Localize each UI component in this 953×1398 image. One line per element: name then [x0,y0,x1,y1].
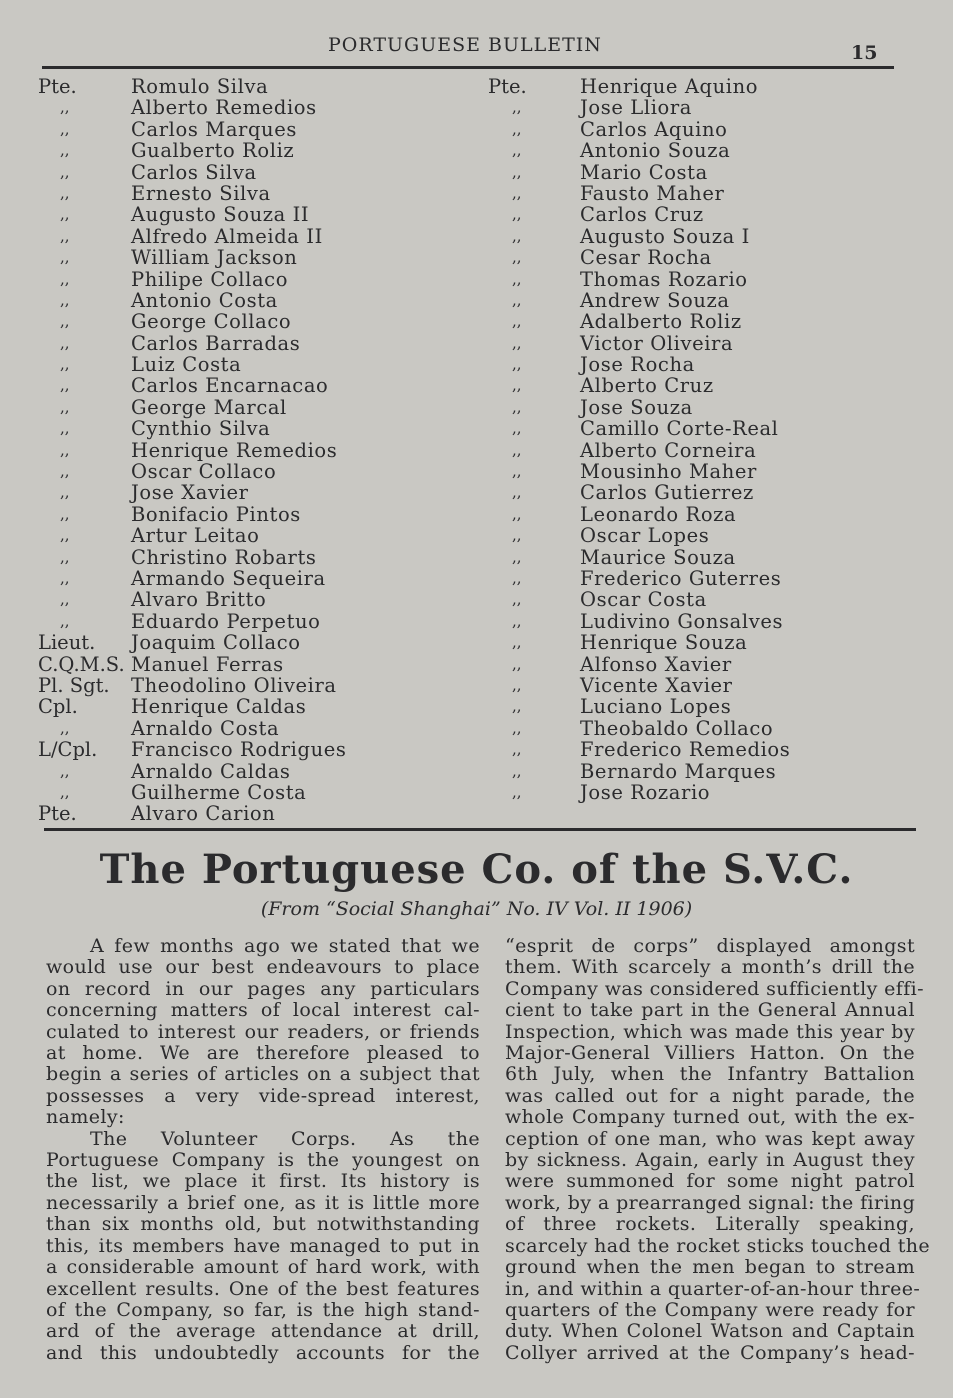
roster-name: Jose Rozario [580,780,711,804]
article-text-line: cient to take part in the General Annual [505,999,915,1022]
roster-rank: ,, [512,205,522,224]
roster-rank: ,, [60,782,70,801]
roster-rank: ,, [60,718,70,737]
article-text-line: Collyer arrived at the Company’s head- [505,1341,915,1364]
roster-name: Gualberto Roliz [131,139,295,163]
roster-name: Luciano Lopes [580,695,732,719]
article-text-line: by sickness. Again, early in August they [505,1149,915,1172]
roster-rank: ,, [512,119,522,138]
article-text-line: 6th July, when the Infantry Battalion [505,1063,915,1086]
roster-rank: ,, [512,633,522,652]
roster-name: Vicente Xavier [580,673,733,697]
roster-name: Mario Costa [580,160,708,184]
roster-name: Christino Robarts [131,545,317,569]
roster-name: Carlos Encarnacao [131,374,329,398]
roster-rank: Pl. Sgt. [38,673,110,697]
roster-name: Armando Sequeira [131,566,326,590]
roster-name: William Jackson [131,246,298,270]
roster-name: Artur Leitao [131,524,260,548]
roster-rank: ,, [60,397,70,416]
article-text-line: concerning matters of local interest cal- [46,999,480,1022]
running-header: PORTUGUESE BULLETIN [328,34,602,56]
roster-rank: ,, [60,226,70,245]
roster-rank: ,, [60,376,70,395]
roster-rank: ,, [512,440,522,459]
roster-rank: ,, [512,226,522,245]
article-text-line: Company was considered sufficiently effi- [505,977,924,1000]
roster-rank: ,, [512,248,522,267]
roster-rank: ,, [60,119,70,138]
article-text-line: ard of the average attendance at drill, [46,1320,480,1343]
roster-rank: ,, [60,333,70,352]
roster-name: Adalberto Roliz [580,310,742,334]
roster-rank: ,, [512,162,522,181]
roster-rank: ,, [512,504,522,523]
article-text-line: of three rockets. Literally speaking, [505,1213,915,1236]
roster-name: Joaquim Collaco [131,631,301,655]
roster-rank: ,, [512,590,522,609]
roster-name: Alfonso Xavier [580,652,732,676]
article-text-line: them. With scarcely a month’s drill the [505,956,915,979]
roster-rank: ,, [60,483,70,502]
roster-name: Ludivino Gonsalves [580,609,784,633]
roster-name: Jose Souza [580,395,693,419]
roster-name: Henrique Caldas [131,695,307,719]
article-text-line: begin a series of articles on a subject that [46,1063,480,1086]
roster-name: Alvaro Carion [131,802,276,826]
roster-name: Jose Lliora [580,96,693,120]
roster-rank: ,, [512,611,522,630]
roster-name: Maurice Souza [580,545,736,569]
roster-name: Oscar Costa [580,588,707,612]
roster-rank: ,, [60,183,70,202]
roster-name: Antonio Costa [131,288,278,312]
roster-name: Bernardo Marques [580,759,777,783]
article-text-line: work, by a prearranged signal: the firing [505,1191,916,1214]
roster-rank: ,, [512,782,522,801]
roster-rank: ,, [512,547,522,566]
roster-rank: ,, [512,376,522,395]
roster-name: Oscar Lopes [580,524,710,548]
roster-rank: ,, [512,98,522,117]
roster-name: Eduardo Perpetuo [131,609,321,633]
article-text-line: whole Company turned out, with the ex- [505,1106,915,1129]
article-text-line: would use our best endeavours to place [46,956,480,979]
header-rule [42,66,894,69]
roster-name: Bonifacio Pintos [131,502,301,526]
roster-rank: ,, [60,290,70,309]
roster-name: Henrique Souza [580,631,748,655]
roster-rank: ,, [512,675,522,694]
roster-rank: ,, [60,98,70,117]
article-text-line: duty. When Colonel Watson and Captain [505,1320,915,1343]
roster-name: Romulo Silva [131,75,269,98]
roster-name: George Marcal [131,395,287,419]
article-text-line: scarcely had the rocket sticks touched the [505,1234,931,1257]
roster-name: Guilherme Costa [131,780,307,804]
article-text-line: the list, we place it first. Its history is [46,1170,480,1193]
roster-name: Cynthio Silva [131,417,271,441]
page-number: 15 [851,42,878,64]
roster-rank: ,, [60,355,70,374]
roster-name: Arnaldo Caldas [131,759,291,783]
roster-name: Luiz Costa [131,353,242,377]
roster-rank: ,, [60,312,70,331]
roster-name: Camillo Corte-Real [580,417,779,441]
article-text-line: quarters of the Company were ready for [505,1298,915,1321]
roster-rank: ,, [60,162,70,181]
roster-name: Francisco Rodrigues [131,738,347,762]
roster-name: Manuel Ferras [131,652,284,676]
roster-rank: ,, [60,547,70,566]
roster-name: Alvaro Britto [131,588,267,612]
roster-name: Oscar Collaco [131,460,277,484]
article-text-line: in, and within a quarter-of-an-hour three- [505,1277,921,1300]
roster-name: Carlos Cruz [580,203,704,227]
article-right-column [505,935,931,1364]
roster-rank: ,, [60,568,70,587]
roster-name: Fausto Maher [580,181,725,205]
roster-rank: ,, [60,590,70,609]
roster-name: George Collaco [131,310,292,334]
roster-rank: ,, [60,205,70,224]
roster-name: Cesar Rocha [580,246,712,270]
roster-rank: ,, [60,269,70,288]
roster-rank: ,, [512,419,522,438]
roster-rank: ,, [512,290,522,309]
roster-rank: C.Q.M.S. [38,652,125,676]
section-divider [44,828,916,831]
article-text-line: was called out for a night parade, the [505,1084,915,1107]
roster-rank: ,, [60,141,70,160]
roster-name: Carlos Marques [131,117,297,141]
roster-name: Thomas Rozario [580,267,748,291]
roster-name: Frederico Guterres [580,566,782,590]
roster-name: Alberto Corneira [580,438,757,462]
roster-rank: ,, [512,141,522,160]
roster-name: Augusto Souza II [131,203,310,227]
roster-rank: Cpl. [38,695,78,719]
roster-name: Jose Rocha [580,353,695,377]
article-text-line: and this undoubtedly accounts for the [46,1341,480,1364]
roster-rank: ,, [60,761,70,780]
roster-name: Alberto Cruz [580,374,714,398]
roster-rank: ,, [60,419,70,438]
roster-name: Theodolino Oliveira [131,673,337,697]
roster-rank: ,, [512,397,522,416]
roster-rank: ,, [512,462,522,481]
article-text-line: ground when the men began to stream [505,1256,915,1279]
roster-name: Victor Oliveira [580,331,734,355]
roster-rank: ,, [60,462,70,481]
article-text-line: ception of one man, who was kept away [505,1127,915,1150]
article-text-line: than six months old, but notwithstanding [46,1213,480,1236]
roster-rank: ,, [512,654,522,673]
roster-rank: ,, [512,740,522,759]
roster-rank: ,, [60,440,70,459]
article-source: (From “Social Shanghai” No. IV Vol. II 1906) [260,898,693,920]
article-text-line: at home. We are therefore pleased to [46,1042,480,1065]
roster-name: Ernesto Silva [131,181,271,205]
roster-name: Carlos Aquino [580,117,728,141]
article-title: The Portuguese Co. of the S.V.C. [99,846,854,893]
article-text-line: possesses a very vide-spread interest, [46,1084,480,1107]
roster-rank: ,, [512,269,522,288]
roster-rank: ,, [60,248,70,267]
article-text-line: excellent results. One of the best features [46,1277,480,1300]
roster-rank: Pte. [38,75,77,98]
roster-rank: Pte. [488,75,527,98]
article-text-line: culated to interest our readers, or friends [46,1020,480,1043]
roster-name: Antonio Souza [580,139,731,163]
roster-name: Augusto Souza I [580,224,750,248]
article-text-line: The Volunteer Corps. As the [90,1127,480,1150]
roster-name: Frederico Remedios [580,738,791,762]
article-text-line: Portuguese Company is the youngest on [46,1149,480,1172]
roster-name: Arnaldo Costa [131,716,280,740]
article-text-line: of the Company, so far, is the high stand- [46,1298,480,1321]
roster-name: Henrique Remedios [131,438,338,462]
article-text-line: were summoned for some night patrol [505,1170,915,1193]
roster-rank: L/Cpl. [38,738,98,762]
roster-name: Philipe Collaco [131,267,289,291]
article-text-line: namely: [46,1106,125,1129]
article-text-line: a considerable amount of hard work, with [46,1256,480,1279]
roster-rank: Pte. [38,802,77,826]
roster-rank: ,, [512,761,522,780]
article-text-line: Major-General Villiers Hatton. On the [505,1042,915,1065]
roster-rank: Lieut. [38,631,96,655]
article-text-line: necessarily a brief one, as it is little more [46,1191,480,1214]
roster-rank: ,, [60,504,70,523]
roster-name: Leonardo Roza [580,502,737,526]
roster-name: Carlos Barradas [131,331,301,355]
roster-name: Theobaldo Collaco [580,716,774,740]
roster-rank: ,, [512,568,522,587]
roster-name: Henrique Aquino [580,75,759,98]
article-text-line: “esprit de corps” displayed amongst [505,935,915,957]
roster-rank: ,, [512,333,522,352]
article-text-line: A few months ago we stated that we [90,935,480,957]
roster-name: Alfredo Almeida II [131,224,323,248]
article-text-line: this, its members have managed to put in [46,1234,480,1257]
roster-rank: ,, [512,526,522,545]
roster-name: Mousinho Maher [580,460,757,484]
roster-rank: ,, [512,355,522,374]
roster-rank: ,, [512,183,522,202]
article-text-line: on record in our pages any particulars [46,977,480,1000]
roster-name: Andrew Souza [580,288,730,312]
roster-rank: ,, [512,697,522,716]
article-text-line: Inspection, which was made this year by [505,1020,915,1043]
roster-rank: ,, [60,611,70,630]
roster-name: Carlos Gutierrez [580,481,754,505]
roster-name: Jose Xavier [131,481,249,505]
roster-rank: ,, [512,483,522,502]
article-left-column [46,936,480,1364]
roster-name: Alberto Remedios [131,96,317,120]
roster-rank: ,, [60,526,70,545]
roster-name: Carlos Silva [131,160,257,184]
roster-rank: ,, [512,718,522,737]
roster-rank: ,, [512,312,522,331]
